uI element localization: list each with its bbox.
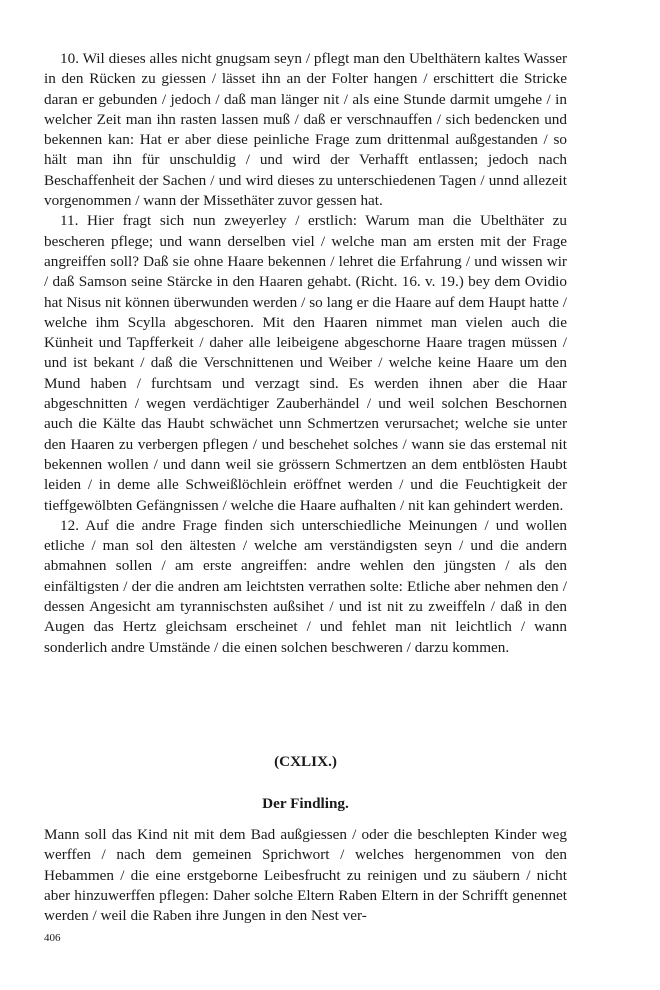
chapter-title: Der Findling. bbox=[262, 795, 349, 812]
chapter-number: (CXLIX.) bbox=[274, 753, 337, 770]
page-number: 406 bbox=[44, 932, 61, 944]
paragraph-12: 12. Auf die andre Frage finden sich unterschiedliche Meinungen / und wollen etliche / man sol den ältesten / welche am verständigsten seyn / und die andern abmahnen sollen / am erste angreiffen: andre wehlen den jüngsten / als den einfältigsten / der die andren am leichtsten verrathen solte: Etliche aber nehmen den / dessen Angesicht am tyrannischsten außsihet / und ist nit zu zweiffeln / daß in den Augen das Hertz gleichsam erscheinet / und fehlet man nit leichtlich / wann sonderlich andre Umstände / die einen solchen beschweren / darzu kommen. bbox=[44, 516, 567, 656]
paragraph-10: 10. Wil dieses alles nicht gnugsam seyn / pflegt man den Ubelthätern kaltes Wasser in den Rücken zu giessen / lässet ihn an der Folter hangen / erschittert die Stricke daran er gebunden / jedoch / daß man länger nit / als eine Stunde darmit umgehe / in welcher Zeit man ihn rasten lassen muß / daß er verschnauffen / sich bedencken und bekennen kan: Hat er aber diese peinliche Frage zum drittenmal außgestanden / so hält man ihn für unschuldig / und wird der Verhafft entlassen; jedoch nach Beschaffenheit der Sachen / und wird dieses zu unterschiedenen Tagen / unnd allezeit vorgenommen / wann der Missethäter zuvor gessen hat. bbox=[44, 50, 567, 210]
chapter-opening-paragraph: Mann soll das Kind nit mit dem Bad außgiessen / oder die beschlepten Kinder weg werffen / nach dem gemeinen Sprichwort / welches hergenommen von den Hebammen / die eine erstgeborne Leibesfrucht zu reinigen und zu säubern / nicht aber hinzuwerffen pflegen: Daher solche Eltern Raben Eltern in der Schrifft genennet werden / weil die Raben ihre Jungen in den Nest ver- bbox=[44, 826, 567, 925]
paragraph-11: 11. Hier fragt sich nun zweyerley / erstlich: Warum man die Ubelthäter zu bescheren pflege; und wann derselben viel / welche man am ersten mit der Frage angreiffen soll? Daß sie ohne Haare bekennen / lehret die Erfahrung / und wissen wir / daß Samson seine Stärcke in den Haaren gehabt. (Richt. 16. v. 19.) bey dem Ovidio hat Nisus nit können überwunden werden / so lang er die Haare auf dem Haupt hatte / welche ihm Scylla abgeschoren. Mit den Haaren nimmet man vielen auch die Künheit und Tapfferkeit / daher alle leibeigene abgeschorne Haare tragen müssen / und ist bekant / daß die Verschnittenen und Weiber / welche keine Haare um den Mund haben / furchtsam und verzagt sind. Es werden ihnen aber die Haar abgeschnitten / wegen verdächtiger Zauberhändel / und weil solchen Beschornen auch die Kälte das Haubt schwächet unn Schmertzen verursachet; welche sie unter den Haaren zu verbergen pflegen / und beschehet solches / wann sie das erstemal nit bekennen wollen / und dann weil sie grössern Schmertzen an dem entblösten Haubt leiden / in deme alle Schweißlöchlein eröffnet werden / und die Feuchtigkeit der tieffgewölbten Gefängnissen / welche die Haare aufhalten / nit kan gehindert werden. bbox=[44, 212, 567, 514]
chapter-body bbox=[44, 825, 567, 926]
section-body bbox=[44, 49, 567, 658]
